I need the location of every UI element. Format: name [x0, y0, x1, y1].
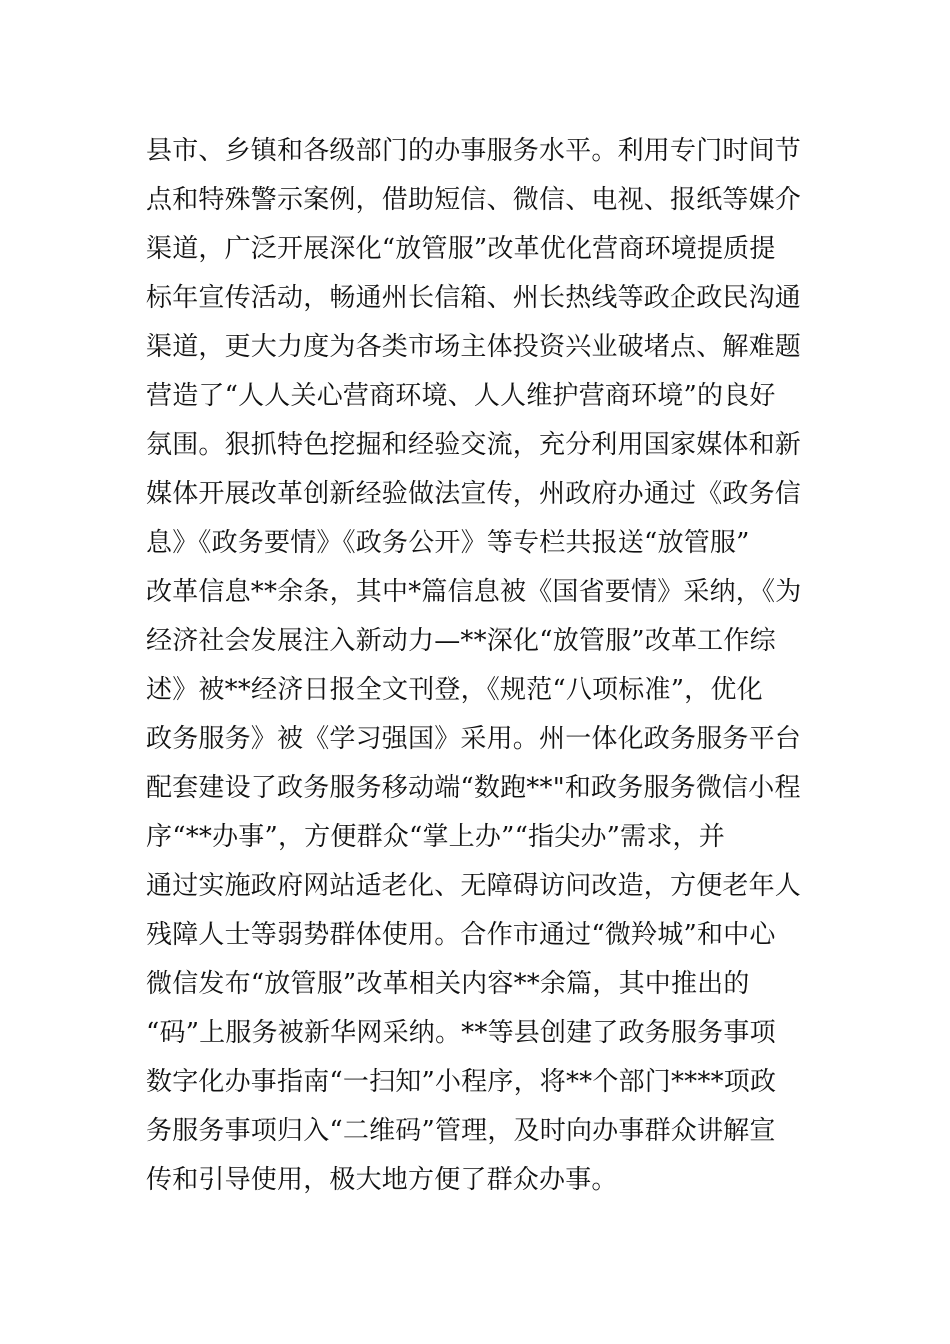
text-line: 渠道，更大力度为各类市场主体投资兴业破堵点、解难题 — [146, 332, 802, 362]
text-line: 息》《政务要情》《政务公开》等专栏共报送“放管服” — [146, 528, 750, 558]
text-line: 配套建设了政务服务移动端“数跑**"和政务服务微信小程 — [146, 773, 801, 803]
text-line: 政务服务》被《学习强国》采用。州一体化政务服务平台 — [146, 724, 802, 754]
text-line: 渠道，广泛开展深化“放管服”改革优化营商环境提质提 — [146, 234, 776, 264]
text-line: 营造了“人人关心营商环境、人人维护营商环境”的良好 — [146, 381, 776, 411]
text-line: 传和引导使用，极大地方便了群众办事。 — [146, 1165, 618, 1195]
text-line: 序“**办事”，方便群众“掌上办”“指尖办”需求，并 — [146, 822, 725, 852]
text-line: 经济社会发展注入新动力—**深化“放管服”改革工作综 — [146, 626, 776, 656]
text-line: 述》被**经济日报全文刊登，《规范“八项标准”，优化 — [146, 675, 763, 705]
body-paragraph — [146, 127, 826, 1205]
text-line: 数字化办事指南“一扫知”小程序，将**个部门****项政 — [146, 1067, 777, 1097]
text-line: 微信发布“放管服”改革相关内容**余篇，其中推出的 — [146, 969, 750, 999]
text-line: 氛围。狠抓特色挖掘和经验交流，充分利用国家媒体和新 — [146, 430, 802, 460]
text-line: 通过实施政府网站适老化、无障碍访问改造，方便老年人 — [146, 871, 802, 901]
text-line: 媒体开展改革创新经验做法宣传，州政府办通过《政务信 — [146, 479, 802, 509]
text-line: 标年宣传活动，畅通州长信箱、州长热线等政企政民沟通 — [146, 283, 802, 313]
text-line: 县市、乡镇和各级部门的办事服务水平。利用专门时间节 — [146, 136, 802, 166]
text-line: 务服务事项归入“二维码”管理，及时向办事群众讲解宣 — [146, 1116, 776, 1146]
text-line: 残障人士等弱势群体使用。合作市通过“微羚城”和中心 — [146, 920, 776, 950]
text-line: 点和特殊警示案例，借助短信、微信、电视、报纸等媒介 — [146, 185, 802, 215]
text-line: “码”上服务被新华网采纳。**等县创建了政务服务事项 — [146, 1018, 776, 1048]
text-line: 改革信息**余条，其中*篇信息被《国省要情》采纳，《为 — [146, 577, 802, 607]
